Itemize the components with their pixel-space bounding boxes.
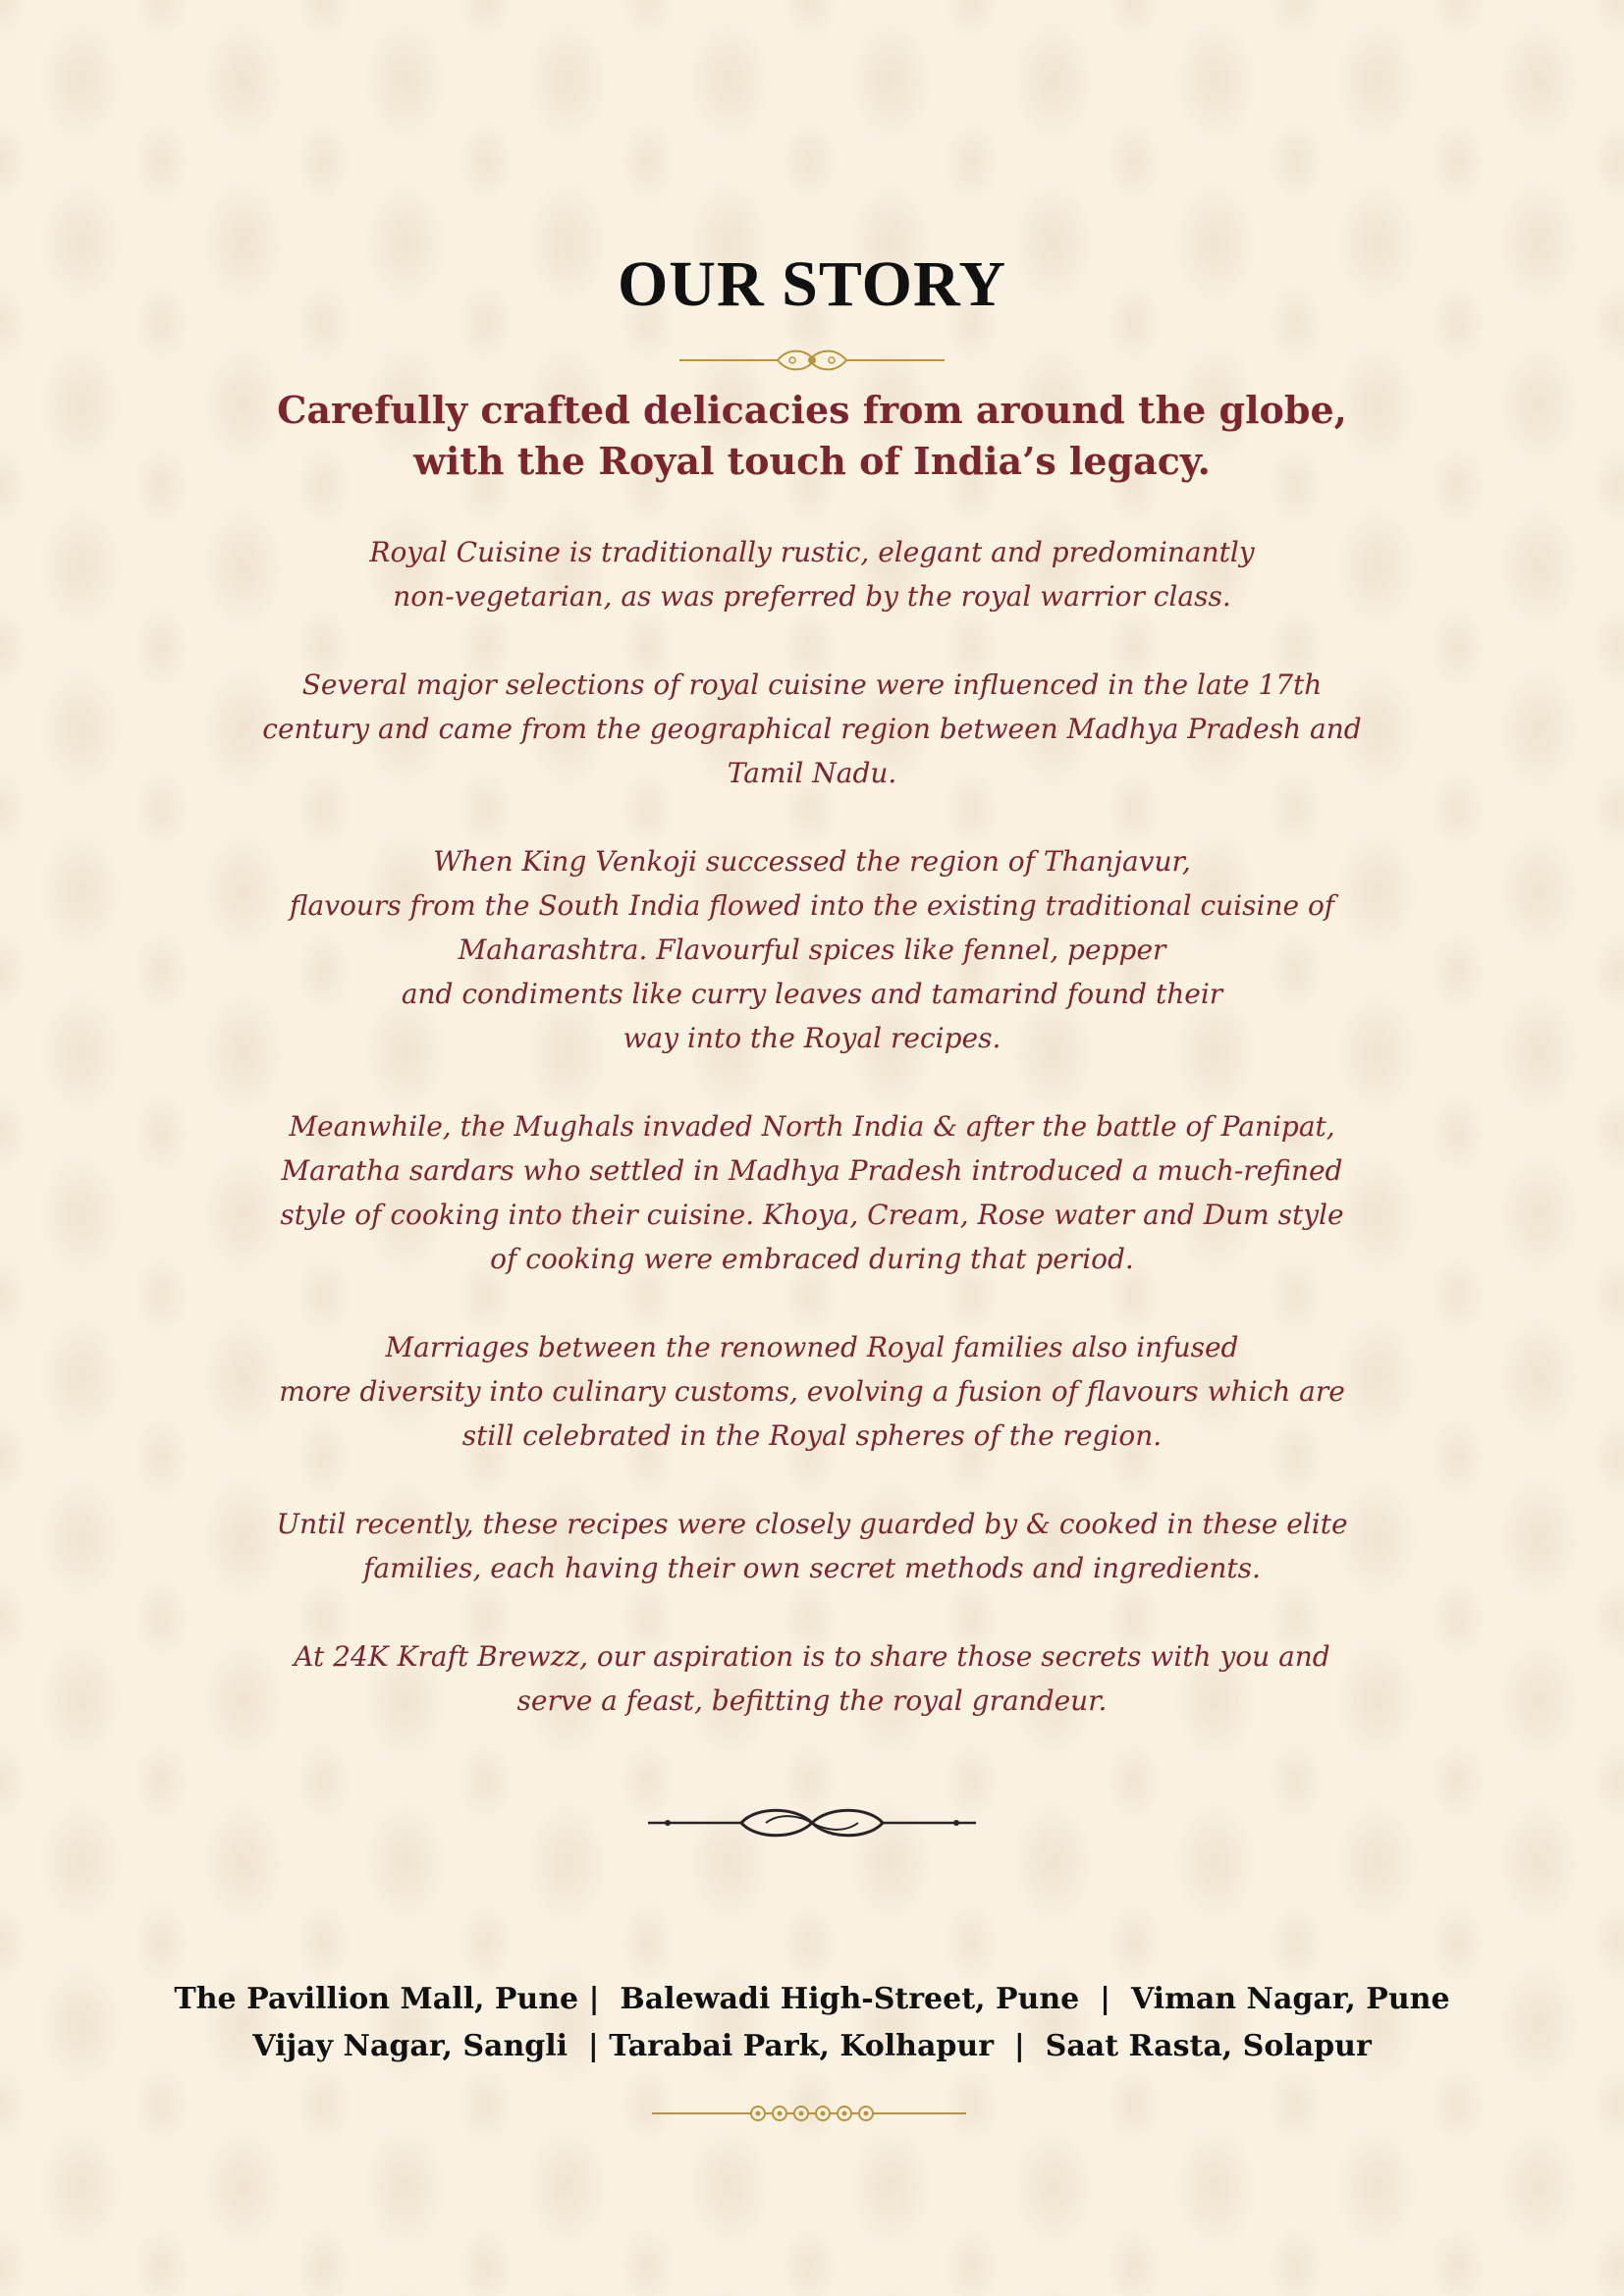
story-line: Maratha sardars who settled in Madhya Pradesh introduced a much-refined bbox=[281, 1154, 1343, 1187]
story-line: style of cooking into their cuisine. Khoya, Cream, Rose water and Dum style bbox=[280, 1199, 1344, 1231]
story-line: non-vegetarian, as was preferred by the royal warrior class. bbox=[393, 580, 1231, 613]
gold-flourish-icon bbox=[679, 344, 945, 377]
gold-swirl-icon bbox=[652, 2101, 972, 2126]
story-line: Marriages between the renowned Royal families also infused bbox=[385, 1331, 1239, 1363]
story-line: Maharashtra. Flavourful spices like fennel, pepper bbox=[458, 934, 1166, 966]
tagline-line: Carefully crafted delicacies from around the globe, bbox=[277, 388, 1347, 432]
story-paragraph bbox=[216, 663, 1408, 795]
tagline-line: with the Royal touch of India’s legacy. bbox=[413, 439, 1211, 483]
story-line: Meanwhile, the Mughals invaded North India & after the battle of Panipat, bbox=[289, 1110, 1335, 1143]
story-line: more diversity into culinary customs, evolving a fusion of flavours which are bbox=[279, 1375, 1345, 1408]
tagline bbox=[196, 385, 1428, 487]
scroll-divider-icon bbox=[648, 1798, 976, 1847]
story-paragraph bbox=[216, 1502, 1408, 1590]
story-line: century and came from the geographical region between Madhya Pradesh and bbox=[262, 713, 1362, 745]
locations-line: The Pavillion Mall, Pune | Balewadi High-Street, Pune | Viman Nagar, Pune bbox=[174, 1982, 1450, 2016]
story-line: When King Venkoji successed the region of Thanjavur, bbox=[433, 845, 1191, 878]
story-line: flavours from the South India flowed into the existing traditional cuisine of bbox=[289, 889, 1335, 922]
page-title: OUR STORY bbox=[617, 248, 1007, 320]
story-line: serve a feast, befitting the royal grandeur. bbox=[516, 1684, 1108, 1717]
locations-line: Vijay Nagar, Sangli | Tarabai Park, Kolhapur | Saat Rasta, Solapur bbox=[252, 2029, 1372, 2063]
story-paragraph bbox=[216, 1634, 1408, 1723]
story-line: Until recently, these recipes were closely guarded by & cooked in these elite bbox=[276, 1508, 1348, 1540]
story-line: and condiments like curry leaves and tamarind found their bbox=[401, 978, 1223, 1010]
story-paragraph bbox=[216, 839, 1408, 1060]
story-paragraph bbox=[216, 1325, 1408, 1458]
story-line: At 24K Kraft Brewzz, our aspiration is to share those secrets with you and bbox=[294, 1640, 1330, 1673]
story-line: Royal Cuisine is traditionally rustic, elegant and predominantly bbox=[369, 536, 1255, 568]
locations bbox=[59, 1976, 1565, 2070]
story-line: Tamil Nadu. bbox=[727, 757, 897, 789]
story-body bbox=[216, 530, 1408, 1767]
story-line: still celebrated in the Royal spheres of the region. bbox=[461, 1419, 1163, 1452]
story-line: families, each having their own secret methods and ingredients. bbox=[363, 1552, 1261, 1584]
story-paragraph bbox=[216, 530, 1408, 618]
story-paragraph bbox=[216, 1104, 1408, 1281]
story-line: Several major selections of royal cuisine were influenced in the late 17th bbox=[301, 668, 1323, 701]
story-line: way into the Royal recipes. bbox=[623, 1022, 1001, 1054]
story-line: of cooking were embraced during that period. bbox=[490, 1243, 1134, 1275]
